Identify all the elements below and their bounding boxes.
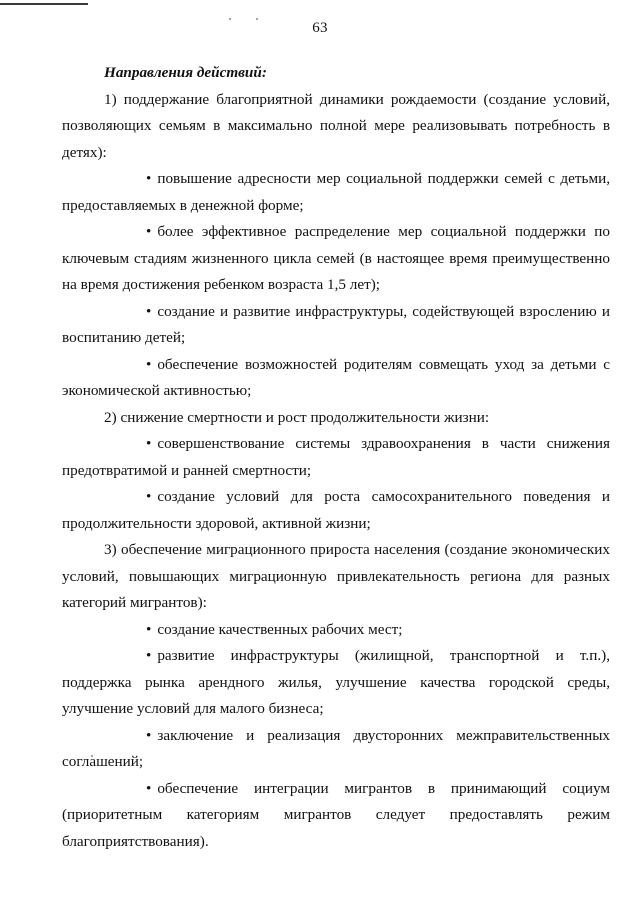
bullet-icon: • bbox=[146, 647, 152, 664]
bullet-icon: • bbox=[146, 223, 152, 240]
page-number: 63 bbox=[312, 20, 328, 36]
paragraph-1: 1) поддержание благоприятной динамики рождаемости (создание условий, позволяющих семьям в максимально полной мере реализовывать потребность в детях): bbox=[62, 90, 610, 161]
list-item: • заключение и реализация двусторонних межправительственных соглашений; bbox=[62, 723, 610, 776]
section-heading: Направления действий: bbox=[104, 64, 267, 81]
bullet-icon: • bbox=[146, 488, 152, 505]
document-body bbox=[62, 60, 610, 855]
bullet-icon: • bbox=[146, 435, 152, 452]
list-item: • создание условий для роста самосохранительного поведения и продолжительности здоровой, активной жизни; bbox=[62, 484, 610, 537]
list-item: • повышение адресности мер социальной поддержки семей с детьми, предоставляемых в денежной форме; bbox=[62, 166, 610, 219]
bullet-icon: • bbox=[146, 726, 152, 744]
list-item: • совершенствование системы здравоохранения в части снижения предотвратимой и ранней смертности; bbox=[62, 431, 610, 484]
list-item: • обеспечение интеграции мигрантов в принимающий социум (приоритетным категориям мигрантов следует предоставлять режим благоприятствования). bbox=[62, 776, 610, 856]
bullet-icon: • bbox=[146, 302, 152, 320]
scan-artifact-line bbox=[0, 3, 88, 5]
paragraph-3: 3) обеспечение миграционного прироста населения (создание экономических условий, повышающих миграционную привлекательность региона для разных категорий мигрантов): bbox=[62, 541, 610, 611]
paragraph-2: 2) снижение смертности и рост продолжительности жизни: bbox=[104, 408, 490, 426]
bullet-icon: • bbox=[146, 355, 152, 373]
list-item: • более эффективное распределение мер социальной поддержки по ключевым стадиям жизненного цикла семей (в настоящее время преимущественно на время достижения ребенком возраста 1,5 лет); bbox=[62, 219, 610, 299]
bullet-icon: • bbox=[146, 779, 152, 797]
list-item: • создание качественных рабочих мест; bbox=[62, 617, 610, 644]
bullet-icon: • bbox=[146, 620, 152, 638]
list-item: • развитие инфраструктуры (жилищной, транспортной и т.п.), поддержка рынка арендного жилья, улучшение качества городской среды, улучшение условий для малого бизнеса; bbox=[62, 643, 610, 723]
list-item: • обеспечение возможностей родителям совмещать уход за детьми с экономической активностью; bbox=[62, 352, 610, 405]
list-item: • создание и развитие инфраструктуры, содействующей взрослению и воспитанию детей; bbox=[62, 299, 610, 352]
bullet-icon: • bbox=[146, 170, 152, 187]
